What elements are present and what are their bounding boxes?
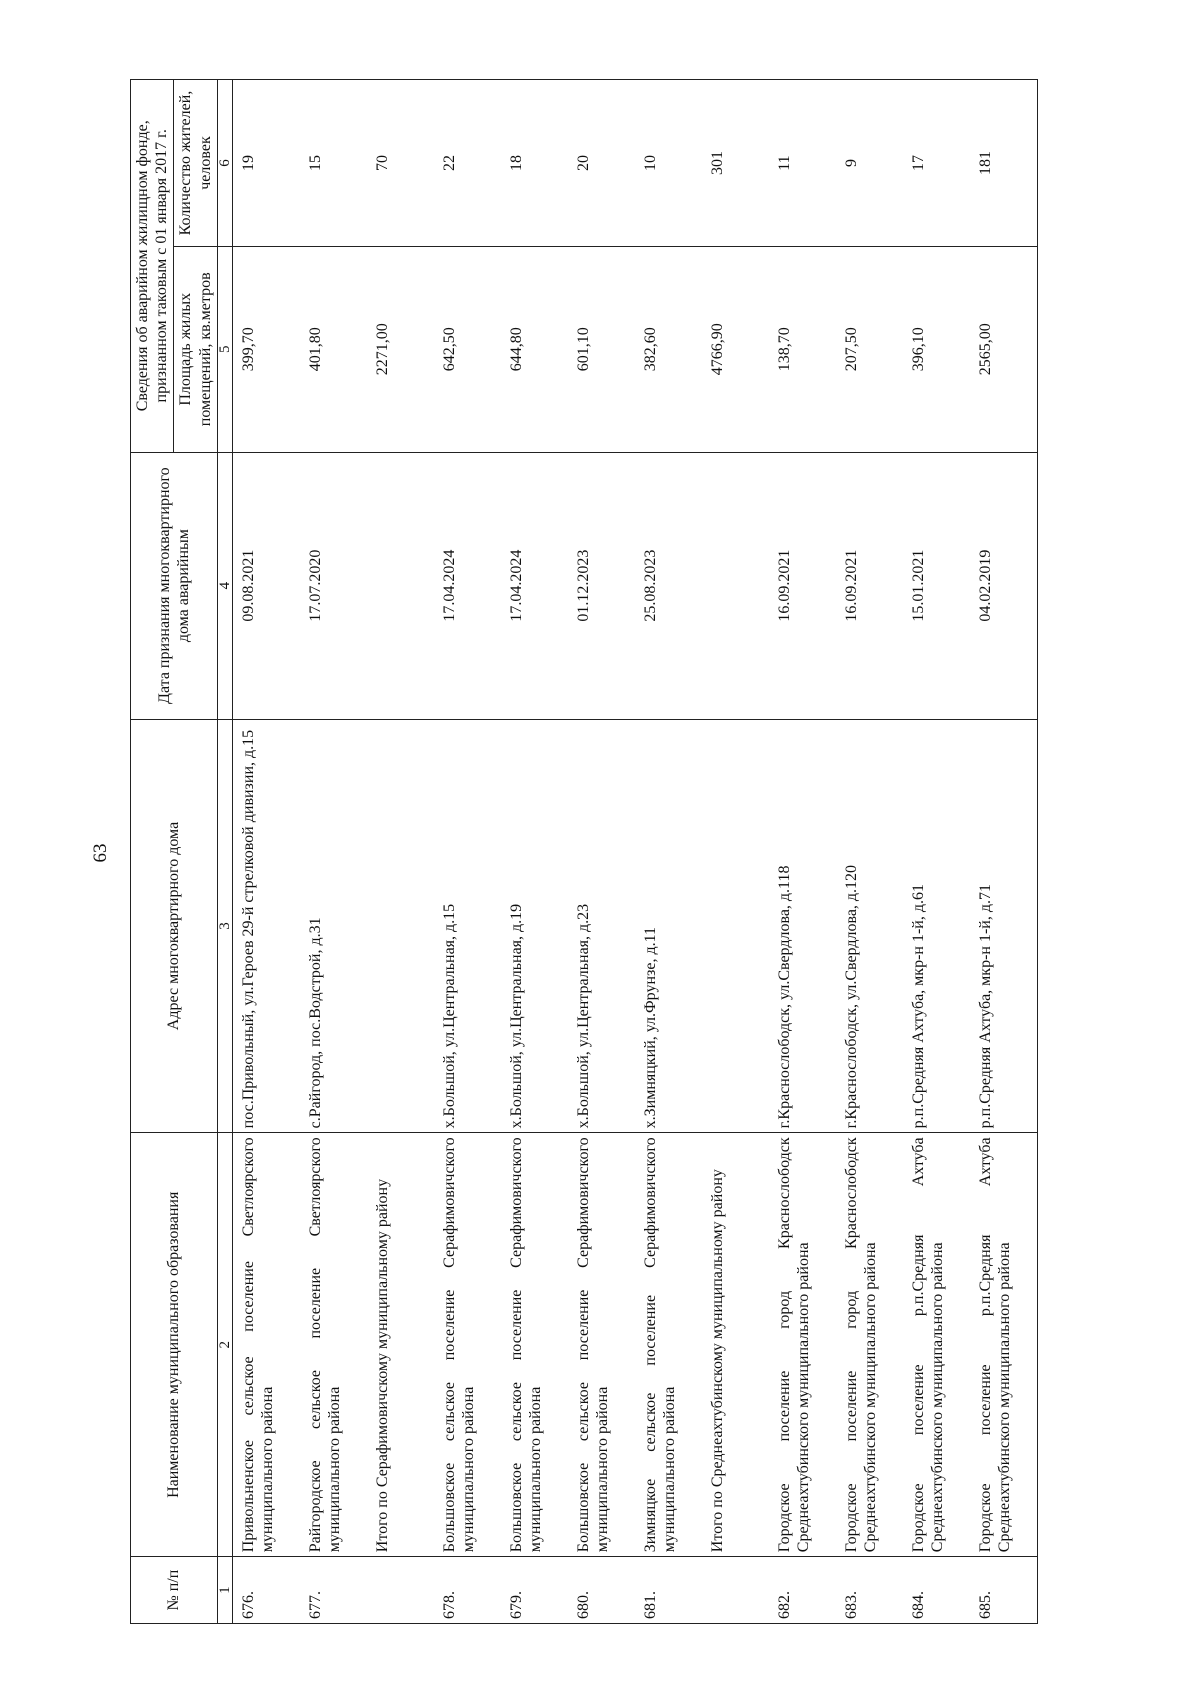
table-row [568, 80, 635, 1624]
recognition-date [702, 452, 769, 719]
recognition-date: 17.04.2024 [501, 452, 568, 719]
municipality-name: Райгородское сельское поселение Светлоярского муниципального района [300, 1133, 367, 1557]
residents-count: 22 [434, 80, 501, 247]
recognition-date: 16.09.2021 [769, 452, 836, 719]
municipality-name: Городское поселение город Краснослободск Среднеахтубинского муниципального района [769, 1133, 836, 1557]
table-row [836, 80, 903, 1624]
recognition-date: 15.01.2021 [903, 452, 970, 719]
recognition-date: 17.04.2024 [434, 452, 501, 719]
col-number: 6 [217, 80, 232, 247]
row-number: 683. [836, 1557, 903, 1624]
municipality-name: Городское поселение р.п.Средняя Ахтуба Среднеахтубинского муниципального района [970, 1133, 1038, 1557]
recognition-date: 04.02.2019 [970, 452, 1038, 719]
municipality-name: Городское поселение город Краснослободск Среднеахтубинского муниципального района [836, 1133, 903, 1557]
header-date: Дата признания многоквартирного дома аварийным [131, 452, 218, 719]
municipality-name: Большовское сельское поселение Серафимовичского муниципального района [501, 1133, 568, 1557]
recognition-date: 09.08.2021 [232, 452, 300, 719]
building-address: г.Краснослободск, ул.Свердлова, д.118 [769, 719, 836, 1133]
row-number [702, 1557, 769, 1624]
living-area: 138,70 [769, 247, 836, 453]
row-number: 678. [434, 1557, 501, 1624]
living-area: 601,10 [568, 247, 635, 453]
living-area: 401,80 [300, 247, 367, 453]
building-address: х.Большой, ул.Центральная, д.23 [568, 719, 635, 1133]
residents-count: 70 [367, 80, 434, 247]
table-body [232, 80, 1037, 1624]
living-area: 396,10 [903, 247, 970, 453]
recognition-date: 01.12.2023 [568, 452, 635, 719]
recognition-date: 25.08.2023 [635, 452, 702, 719]
page-number: 63 [90, 843, 111, 863]
row-number: 681. [635, 1557, 702, 1624]
table-row [970, 80, 1038, 1624]
building-address: р.п.Средняя Ахтуба, мкр-н 1-й, д.61 [903, 719, 970, 1133]
municipality-name: Зимняцкое сельское поселение Серафимовичского муниципального района [635, 1133, 702, 1557]
header-people: Количество жителей, человек [174, 80, 217, 247]
living-area: 207,50 [836, 247, 903, 453]
table-row [434, 80, 501, 1624]
col-number: 3 [217, 719, 232, 1133]
recognition-date: 16.09.2021 [836, 452, 903, 719]
residents-count: 181 [970, 80, 1038, 247]
table-row [635, 80, 702, 1624]
row-number: 685. [970, 1557, 1038, 1624]
table-row [367, 80, 434, 1624]
building-address: г.Краснослободск, ул.Свердлова, д.120 [836, 719, 903, 1133]
row-number: 679. [501, 1557, 568, 1624]
table-row [232, 80, 300, 1624]
building-address: х.Зимняцкий, ул.Фрунзе, д.11 [635, 719, 702, 1133]
building-address: х.Большой, ул.Центральная, д.19 [501, 719, 568, 1133]
row-number [367, 1557, 434, 1624]
living-area: 382,60 [635, 247, 702, 453]
col-number: 2 [217, 1133, 232, 1557]
residents-count: 20 [568, 80, 635, 247]
building-address [367, 719, 434, 1133]
living-area: 644,80 [501, 247, 568, 453]
living-area: 4766,90 [702, 247, 769, 453]
residents-count: 301 [702, 80, 769, 247]
row-number: 676. [232, 1557, 300, 1624]
building-address [702, 719, 769, 1133]
emergency-housing-table [130, 79, 1038, 1624]
residents-count: 18 [501, 80, 568, 247]
row-number: 680. [568, 1557, 635, 1624]
living-area: 642,50 [434, 247, 501, 453]
residents-count: 11 [769, 80, 836, 247]
table-row [702, 80, 769, 1624]
living-area: 2565,00 [970, 247, 1038, 453]
residents-count: 19 [232, 80, 300, 247]
building-address: с.Райгород, пос.Водстрой, д.31 [300, 719, 367, 1133]
col-number: 5 [217, 247, 232, 453]
header-address: Адрес многоквартирного дома [131, 719, 218, 1133]
municipality-name: Городское поселение р.п.Средняя Ахтуба Среднеахтубинского муниципального района [903, 1133, 970, 1557]
row-number: 677. [300, 1557, 367, 1624]
table-row [903, 80, 970, 1624]
table-row [769, 80, 836, 1624]
municipality-name: Привольненское сельское поселение Светлоярского муниципального района [232, 1133, 300, 1557]
col-number: 1 [217, 1557, 232, 1624]
building-address: пос.Привольный, ул.Героев 29-й стрелковой дивизии, д.15 [232, 719, 300, 1133]
table-row [300, 80, 367, 1624]
recognition-date [367, 452, 434, 719]
table-row [501, 80, 568, 1624]
header-area: Площадь жилых помещений, кв.метров [174, 247, 217, 453]
residents-count: 10 [635, 80, 702, 247]
residents-count: 17 [903, 80, 970, 247]
living-area: 399,70 [232, 247, 300, 453]
residents-count: 9 [836, 80, 903, 247]
residents-count: 15 [300, 80, 367, 247]
municipality-name: Большовское сельское поселение Серафимовичского муниципального района [568, 1133, 635, 1557]
row-number: 684. [903, 1557, 970, 1624]
building-address: р.п.Средняя Ахтуба, мкр-н 1-й, д.71 [970, 719, 1038, 1133]
living-area: 2271,00 [367, 247, 434, 453]
building-address: х.Большой, ул.Центральная, д.15 [434, 719, 501, 1133]
header-name: Наименование муниципального образования [131, 1133, 218, 1557]
municipality-name: Итого по Серафимовичскому муниципальному району [367, 1133, 434, 1557]
header-num: № п/п [131, 1557, 218, 1624]
col-number: 4 [217, 452, 232, 719]
municipality-name: Большовское сельское поселение Серафимовичского муниципального района [434, 1133, 501, 1557]
municipality-name: Итого по Среднеахтубинскому муниципальному району [702, 1133, 769, 1557]
header-info: Сведения об аварийном жилищном фонде, признанном таковым с 01 января 2017 г. [131, 80, 174, 453]
row-number: 682. [769, 1557, 836, 1624]
recognition-date: 17.07.2020 [300, 452, 367, 719]
